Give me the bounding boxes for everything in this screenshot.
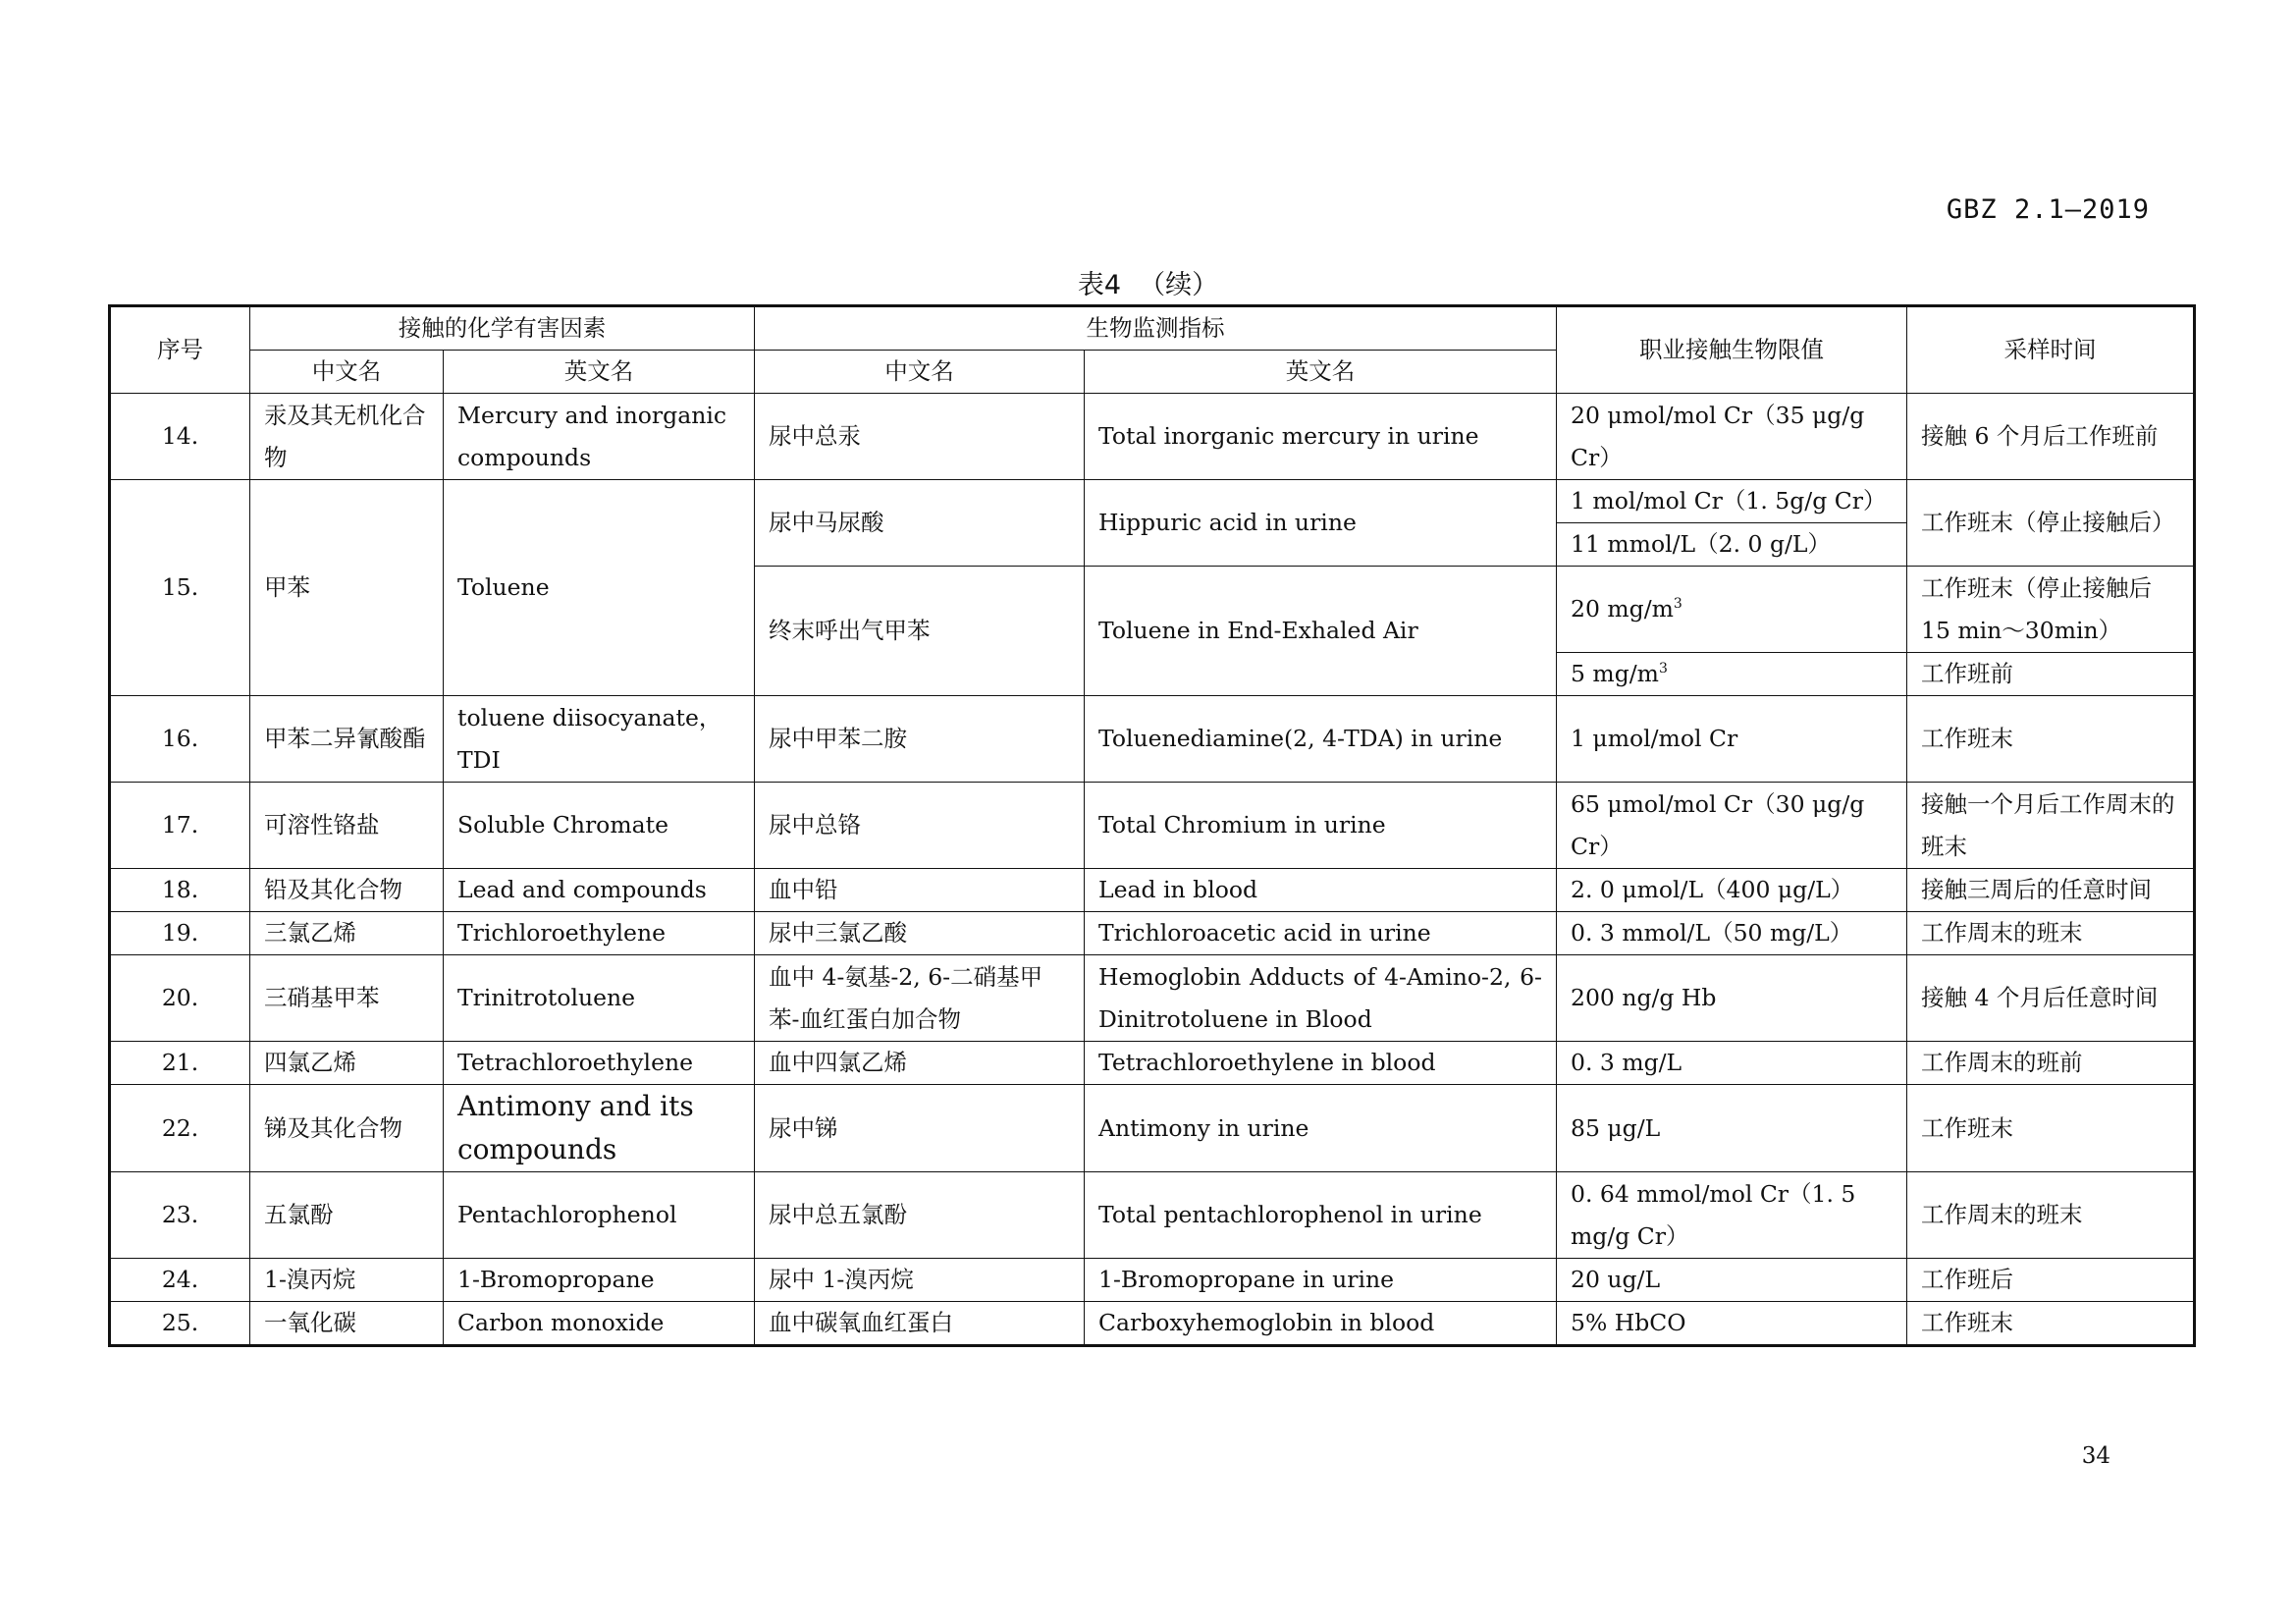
bio-en-cell: Trichloroacetic acid in urine: [1085, 912, 1557, 955]
header-sampling: 采样时间: [1907, 306, 2195, 394]
table-row: [110, 912, 2195, 955]
table-row: [110, 1302, 2195, 1346]
time-cell: 工作周末的班前: [1907, 1042, 2195, 1085]
table-row: [110, 480, 2195, 523]
bio-en-cell: Total pentachlorophenol in urine: [1085, 1172, 1557, 1259]
table-title-label: 表4: [1077, 270, 1122, 300]
table-row: [110, 696, 2195, 783]
unit-exponent: 3: [1673, 596, 1682, 613]
time-cell: 接触 6 个月后工作班前: [1907, 394, 2195, 480]
chem-en-cell: Carbon monoxide: [444, 1302, 755, 1346]
time-cell: 工作班后: [1907, 1259, 2195, 1302]
chem-en-cell: toluene diisocyanate，TDI: [444, 696, 755, 783]
chem-cn-cell: 汞及其无机化合物: [250, 394, 444, 480]
limit-cell: 85 μg/L: [1557, 1085, 1907, 1172]
row-number: 24.: [110, 1259, 250, 1302]
bio-cn-cell: 尿中马尿酸: [755, 480, 1085, 567]
chem-cn-cell: 一氧化碳: [250, 1302, 444, 1346]
bio-en-cell: Hemoglobin Adducts of 4-Amino-2, 6-Dinitrotoluene in Blood: [1085, 955, 1557, 1042]
table-row: [110, 783, 2195, 869]
chem-en-cell: Pentachlorophenol: [444, 1172, 755, 1259]
bio-en-cell: Toluenediamine(2, 4-TDA) in urine: [1085, 696, 1557, 783]
chem-en-cell: Mercury and inorganic compounds: [444, 394, 755, 480]
table-row: [110, 1172, 2195, 1259]
chem-en-cell: Lead and compounds: [444, 869, 755, 912]
limit-value: 20 mg/m: [1571, 595, 1674, 623]
bio-en-cell: Hippuric acid in urine: [1085, 480, 1557, 567]
row-number: 23.: [110, 1172, 250, 1259]
header-limit: 职业接触生物限值: [1557, 306, 1907, 394]
time-cell: 工作周末的班末: [1907, 1172, 2195, 1259]
chem-en-cell: 1-Bromopropane: [444, 1259, 755, 1302]
chem-cn-cell: 铅及其化合物: [250, 869, 444, 912]
row-number: 22.: [110, 1085, 250, 1172]
limit-cell: 2. 0 μmol/L（400 μg/L）: [1557, 869, 1907, 912]
chem-cn-cell: 1-溴丙烷: [250, 1259, 444, 1302]
table-row: [110, 394, 2195, 480]
chem-en-cell: Trinitrotoluene: [444, 955, 755, 1042]
limit-cell: 0. 3 mg/L: [1557, 1042, 1907, 1085]
limit-cell: 11 mmol/L（2. 0 g/L）: [1557, 523, 1907, 567]
time-cell: 接触三周后的任意时间: [1907, 869, 2195, 912]
row-number: 16.: [110, 696, 250, 783]
limit-cell: [1557, 567, 1907, 653]
limit-cell: 1 mol/mol Cr（1. 5g/g Cr）: [1557, 480, 1907, 523]
row-number: 15.: [110, 480, 250, 696]
header-bio-cn: 中文名: [755, 351, 1085, 394]
bio-cn-cell: 尿中总五氯酚: [755, 1172, 1085, 1259]
chem-cn-cell: 甲苯二异氰酸酯: [250, 696, 444, 783]
limit-cell: 65 μmol/mol Cr（30 μg/g Cr）: [1557, 783, 1907, 869]
header-bio-en: 英文名: [1085, 351, 1557, 394]
bio-cn-cell: 尿中总铬: [755, 783, 1085, 869]
bio-cn-cell: 尿中甲苯二胺: [755, 696, 1085, 783]
bio-cn-cell: 尿中锑: [755, 1085, 1085, 1172]
bio-en-cell: Total inorganic mercury in urine: [1085, 394, 1557, 480]
bio-en-cell: Lead in blood: [1085, 869, 1557, 912]
row-number: 20.: [110, 955, 250, 1042]
header-chem-cn: 中文名: [250, 351, 444, 394]
row-number: 14.: [110, 394, 250, 480]
bio-cn-cell: 血中 4-氨基-2, 6-二硝基甲苯-血红蛋白加合物: [755, 955, 1085, 1042]
limit-cell: [1557, 653, 1907, 696]
page-number: 34: [2081, 1443, 2110, 1469]
bio-cn-cell: 尿中总汞: [755, 394, 1085, 480]
limit-cell: 0. 64 mmol/mol Cr（1. 5 mg/g Cr）: [1557, 1172, 1907, 1259]
time-cell: 工作班末: [1907, 1085, 2195, 1172]
chem-cn-cell: 可溶性铬盐: [250, 783, 444, 869]
time-cell: 工作班末（停止接触后）: [1907, 480, 2195, 567]
table-row: [110, 1042, 2195, 1085]
chem-en-cell: Antimony and its compounds: [444, 1085, 755, 1172]
table-row: [110, 1085, 2195, 1172]
limit-cell: 0. 3 mmol/L（50 mg/L）: [1557, 912, 1907, 955]
bio-cn-cell: 血中四氯乙烯: [755, 1042, 1085, 1085]
row-number: 21.: [110, 1042, 250, 1085]
table-row: [110, 955, 2195, 1042]
time-cell: 工作周末的班末: [1907, 912, 2195, 955]
standard-code: GBZ 2.1—2019: [1946, 194, 2150, 225]
table-row: [110, 1259, 2195, 1302]
chem-en-cell: Trichloroethylene: [444, 912, 755, 955]
header-bio-group: 生物监测指标: [755, 306, 1557, 351]
bio-en-cell: Carboxyhemoglobin in blood: [1085, 1302, 1557, 1346]
chem-en-cell: Toluene: [444, 480, 755, 696]
chem-cn-cell: 五氯酚: [250, 1172, 444, 1259]
time-cell: 接触一个月后工作周末的班末: [1907, 783, 2195, 869]
time-cell: 工作班末: [1907, 1302, 2195, 1346]
header-chem-en: 英文名: [444, 351, 755, 394]
unit-exponent: 3: [1658, 661, 1668, 677]
time-cell: 工作班前: [1907, 653, 2195, 696]
bio-cn-cell: 尿中 1-溴丙烷: [755, 1259, 1085, 1302]
limit-cell: 1 μmol/mol Cr: [1557, 696, 1907, 783]
limit-cell: 20 ug/L: [1557, 1259, 1907, 1302]
row-number: 17.: [110, 783, 250, 869]
bio-en-cell: Toluene in End-Exhaled Air: [1085, 567, 1557, 696]
row-number: 19.: [110, 912, 250, 955]
header-seq: 序号: [110, 306, 250, 394]
chem-cn-cell: 三氯乙烯: [250, 912, 444, 955]
table-title-suffix: （续）: [1139, 270, 1219, 300]
bio-en-cell: Tetrachloroethylene in blood: [1085, 1042, 1557, 1085]
bio-en-cell: Antimony in urine: [1085, 1085, 1557, 1172]
biomonitoring-table: [108, 304, 2196, 1347]
bio-cn-cell: 血中碳氧血红蛋白: [755, 1302, 1085, 1346]
chem-cn-cell: 四氯乙烯: [250, 1042, 444, 1085]
limit-cell: 200 ng/g Hb: [1557, 955, 1907, 1042]
table-row: [110, 869, 2195, 912]
time-cell: 工作班末: [1907, 696, 2195, 783]
bio-cn-cell: 尿中三氯乙酸: [755, 912, 1085, 955]
limit-cell: 20 μmol/mol Cr（35 μg/g Cr）: [1557, 394, 1907, 480]
table-title: [0, 263, 2296, 301]
bio-cn-cell: 终末呼出气甲苯: [755, 567, 1085, 696]
chem-cn-cell: 甲苯: [250, 480, 444, 696]
time-cell: 工作班末（停止接触后 15 min～30min）: [1907, 567, 2195, 653]
bio-cn-cell: 血中铅: [755, 869, 1085, 912]
chem-en-cell: Soluble Chromate: [444, 783, 755, 869]
row-number: 18.: [110, 869, 250, 912]
bio-en-cell: 1-Bromopropane in urine: [1085, 1259, 1557, 1302]
time-cell: 接触 4 个月后任意时间: [1907, 955, 2195, 1042]
chem-cn-cell: 锑及其化合物: [250, 1085, 444, 1172]
header-chem-group: 接触的化学有害因素: [250, 306, 755, 351]
row-number: 25.: [110, 1302, 250, 1346]
limit-cell: 5% HbCO: [1557, 1302, 1907, 1346]
chem-cn-cell: 三硝基甲苯: [250, 955, 444, 1042]
chem-en-cell: Tetrachloroethylene: [444, 1042, 755, 1085]
bio-en-cell: Total Chromium in urine: [1085, 783, 1557, 869]
header-row-1: [110, 306, 2195, 351]
limit-value: 5 mg/m: [1571, 660, 1659, 687]
